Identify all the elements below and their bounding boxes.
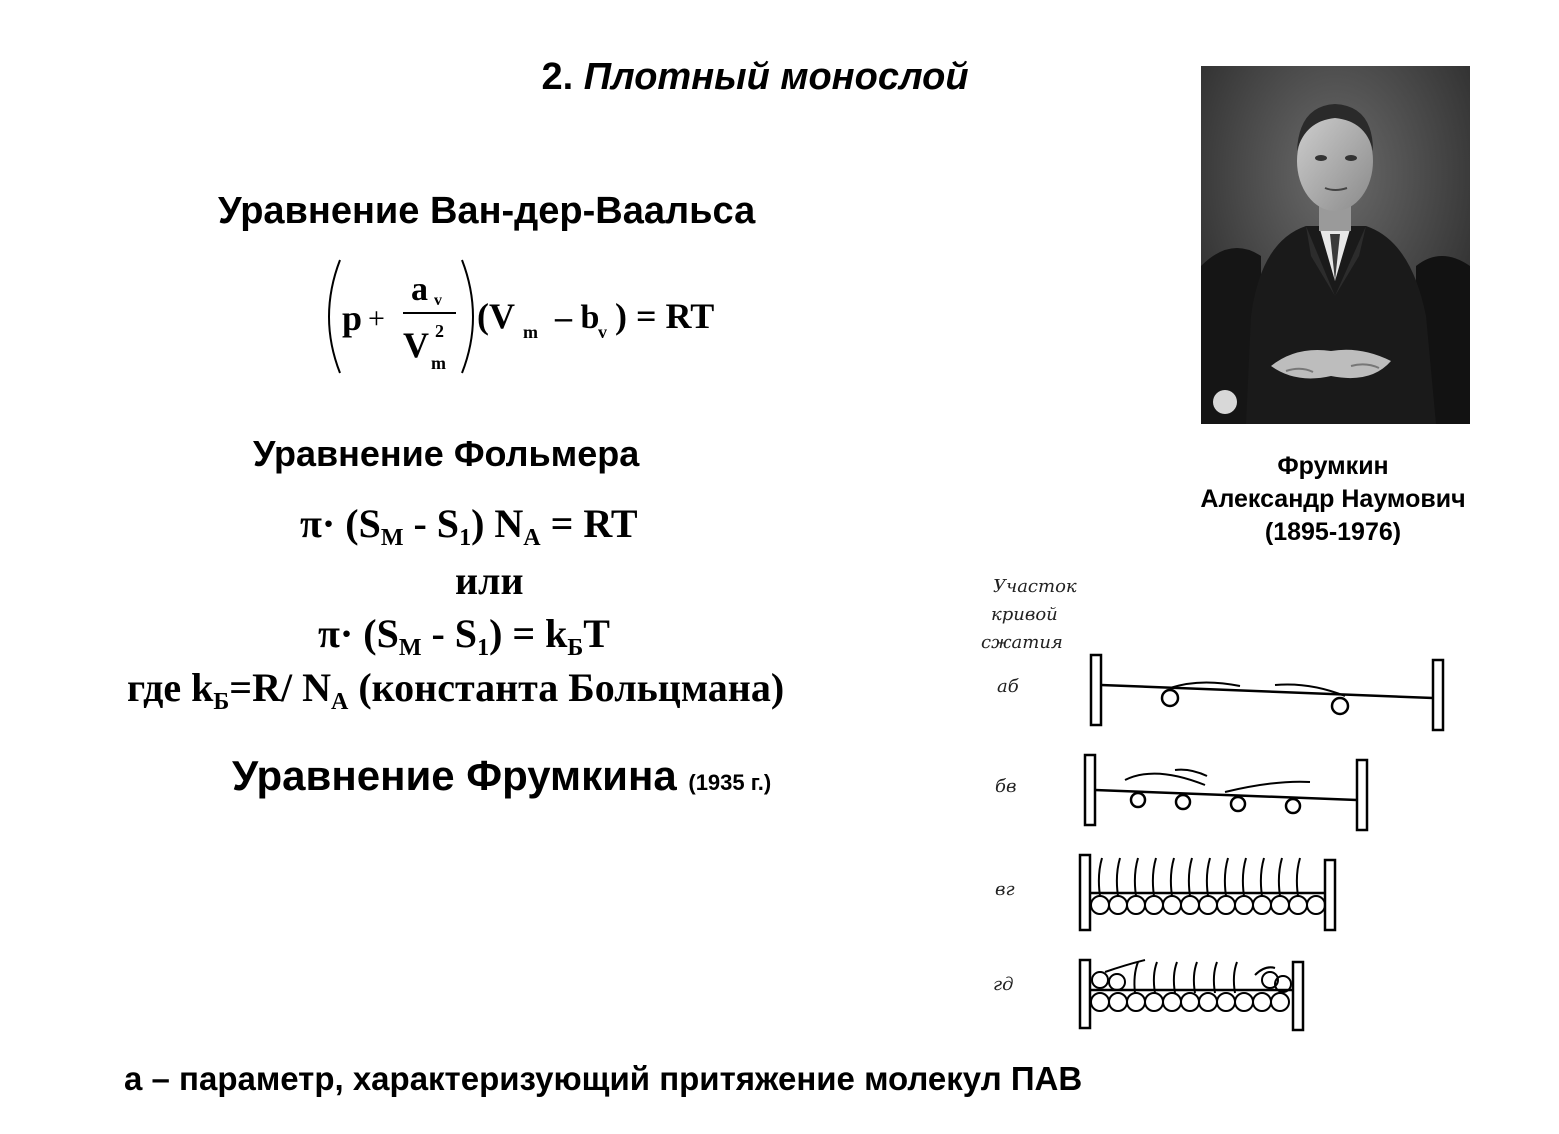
title-text: Плотный монослой <box>583 56 969 98</box>
vdw-rhs: ) = RT <box>615 296 715 336</box>
diagram-row-label-2: бв <box>995 776 1017 797</box>
title-number: 2. <box>541 56 574 98</box>
diagram-header-line-1: Участок <box>993 576 1077 597</box>
compression-diagram <box>975 570 1465 1040</box>
portrait-drawing <box>1201 66 1470 424</box>
diagram-row-4-drawing <box>1080 960 1303 1030</box>
portrait-caption <box>1180 450 1486 549</box>
boltzmann-definition: где $k_Б=R/$ $N_A$ (константа Больцмана) <box>127 665 785 715</box>
frumkin-heading-text: Уравнение Фрумкина <box>232 752 677 799</box>
vdw-bv-sub: v <box>598 322 607 342</box>
vdw-formula <box>310 255 750 380</box>
diagram-header-line-2: кривой <box>991 604 1058 625</box>
vdw-p: p <box>342 298 363 338</box>
vdw-den-sup: 2 <box>435 321 444 341</box>
frumkin-heading <box>232 752 771 800</box>
vdw-lparen: (V <box>477 296 515 336</box>
portrait-photo <box>1201 66 1470 424</box>
folmer-equation-2: $\pi\cdot (S_M - S_1) = k_БT$ <box>318 611 610 661</box>
folmer-equation-1: $\pi\cdot (S_M - S_1) N_A$ = RT <box>300 501 638 551</box>
folmer-heading: Уравнение Фольмера <box>253 433 640 474</box>
diagram-row-1-drawing <box>1091 655 1443 730</box>
vdw-minus: – b <box>555 299 600 336</box>
vdw-num: a <box>411 271 428 308</box>
footnote: а – параметр, характеризующий притяжение молекул ПАВ <box>124 1060 1083 1097</box>
portrait-name: Фрумкин <box>1277 452 1389 480</box>
frumkin-year: (1935 г.) <box>688 770 772 795</box>
vdw-plus: + <box>368 302 385 335</box>
diagram-row-3-drawing <box>1080 855 1335 930</box>
diagram-row-2-drawing <box>1085 755 1367 830</box>
vdw-den: V <box>403 325 429 365</box>
vdw-heading: Уравнение Ван-дер-Ваальса <box>218 190 756 232</box>
vdw-right-paren <box>462 260 473 373</box>
diagram-row-label-1: аб <box>997 676 1019 697</box>
diagram-header-line-3: сжатия <box>981 632 1063 653</box>
or-label: или <box>455 558 524 603</box>
portrait-full-name: Александр Наумович <box>1200 485 1466 513</box>
vdw-vm-sub: m <box>523 322 538 342</box>
diagram-row-label-3: вг <box>995 879 1015 900</box>
vdw-den-sub: m <box>431 353 446 373</box>
portrait-years: (1895-1976) <box>1264 518 1402 546</box>
diagram-row-label-4: гд <box>993 974 1014 995</box>
vdw-left-paren <box>329 260 340 373</box>
vdw-num-sub: v <box>434 292 442 309</box>
